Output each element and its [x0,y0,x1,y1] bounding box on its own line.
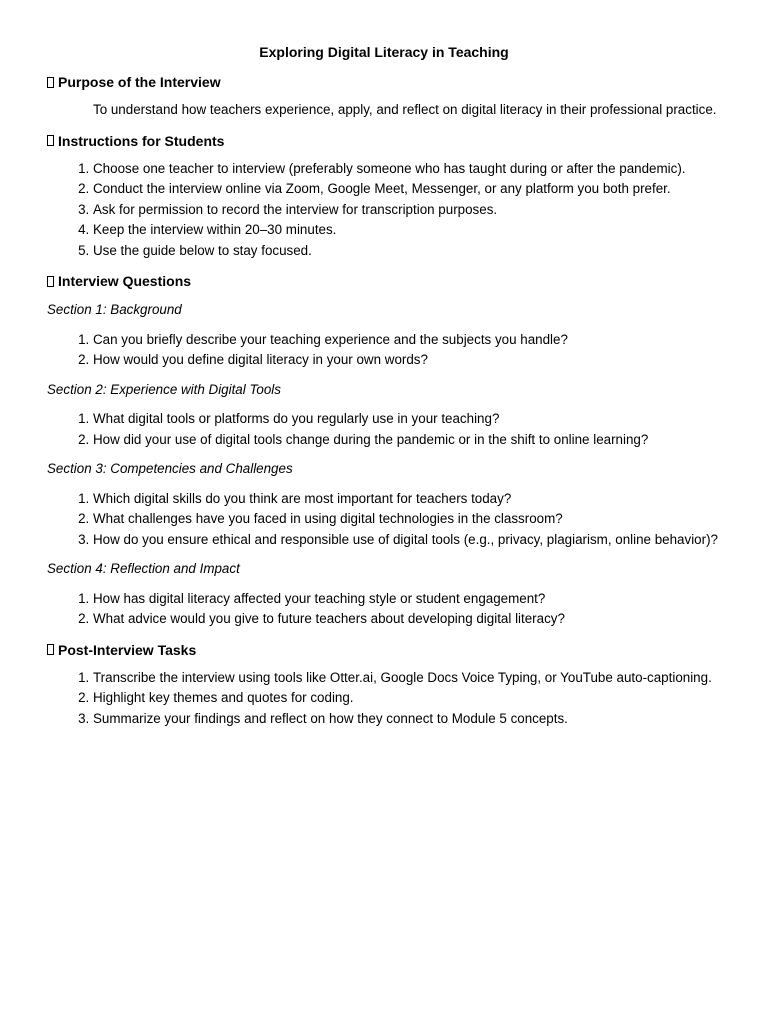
post-interview-heading-text: Post-Interview Tasks [58,641,197,658]
list-item: 1. Which digital skills do you think are most important for teachers today? [93,489,721,510]
question-list [47,330,721,371]
list-item: 2. What advice would you give to future teachers about developing digital literacy? [93,609,721,630]
list-item: 1. What digital tools or platforms do you regularly use in your teaching? [93,409,721,430]
list-item: 1. Choose one teacher to interview (preferably someone who has taught during or after the pandemic). [93,159,721,180]
list-item: 2. Conduct the interview online via Zoom, Google Meet, Messenger, or any platform you both prefer. [93,179,721,200]
post-interview-heading [47,640,721,660]
list-item: 1. Can you briefly describe your teaching experience and the subjects you handle? [93,330,721,351]
list-item: 1. How has digital literacy affected your teaching style or student engagement? [93,589,721,610]
list-item: 1. Transcribe the interview using tools like Otter.ai, Google Docs Voice Typing, or YouTube auto-captioning. [93,668,721,689]
list-item: 2. How did your use of digital tools change during the pandemic or in the shift to online learning? [93,430,721,451]
instructions-heading [47,131,721,151]
missing-glyph-box-icon [47,135,54,146]
list-item: 4. Keep the interview within 20–30 minutes. [93,220,721,241]
section-label: Section 4: Reflection and Impact [47,561,240,576]
questions-heading [47,271,721,291]
missing-glyph-box-icon [47,644,54,655]
missing-glyph-box-icon [47,77,54,88]
instructions-heading-text: Instructions for Students [58,132,225,149]
question-list [47,489,721,551]
post-interview-list [47,668,721,730]
question-list [47,589,721,630]
instructions-list [47,159,721,262]
list-item: 3. How do you ensure ethical and responsible use of digital tools (e.g., privacy, plagiarism, online behavior)? [93,530,721,551]
purpose-heading-text: Purpose of the Interview [58,74,221,90]
purpose-text: To understand how teachers experience, apply, and reflect on digital literacy in their professional practice. [93,102,717,117]
list-item: 2. What challenges have you faced in using digital technologies in the classroom? [93,509,721,530]
section-label: Section 2: Experience with Digital Tools [47,381,281,397]
list-item: 3. Summarize your findings and reflect on how they connect to Module 5 concepts. [93,709,721,730]
purpose-heading [47,72,721,92]
list-item: 2. How would you define digital literacy in your own words? [93,350,721,371]
section-label: Section 3: Competencies and Challenges [47,461,293,476]
list-item: 2. Highlight key themes and quotes for coding. [93,688,721,709]
document-title: Exploring Digital Literacy in Teaching [259,44,509,60]
list-item: 5. Use the guide below to stay focused. [93,241,721,262]
questions-heading-text: Interview Questions [58,273,192,289]
missing-glyph-box-icon [47,276,54,287]
question-list [47,409,721,450]
list-item: 3. Ask for permission to record the interview for transcription purposes. [93,200,721,221]
section-label: Section 1: Background [47,302,182,317]
